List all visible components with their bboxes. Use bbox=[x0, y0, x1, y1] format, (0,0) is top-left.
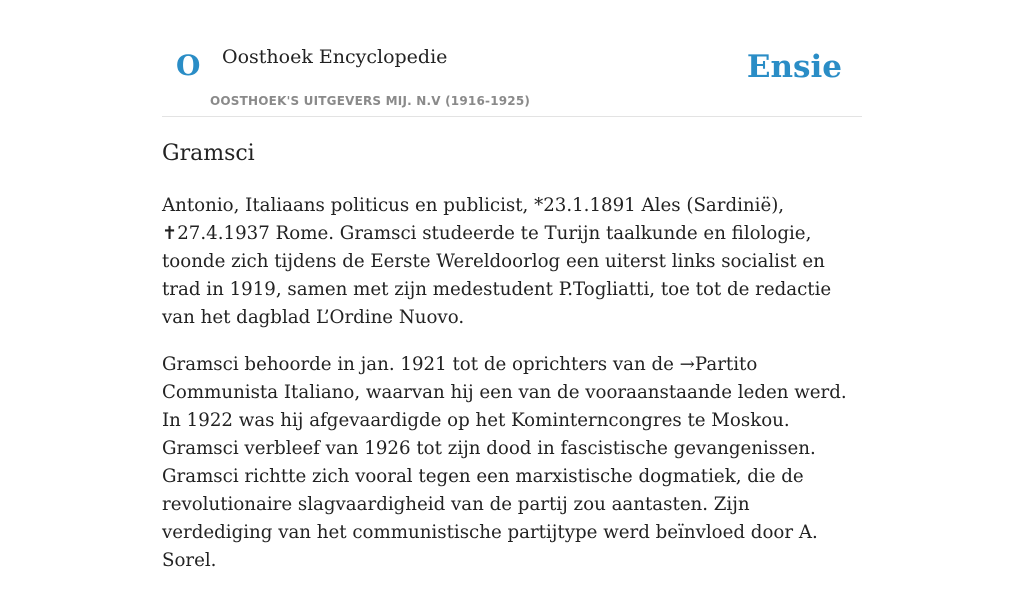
publication-logo[interactable]: O bbox=[176, 49, 201, 82]
publication-title[interactable]: Oosthoek Encyclopedie bbox=[222, 46, 448, 68]
site-logo-link[interactable]: Ensie bbox=[746, 49, 842, 85]
article-body bbox=[162, 192, 862, 594]
publisher-label: OOSTHOEK'S UITGEVERS MIJ. N.V (1916-1925) bbox=[210, 94, 531, 108]
article-paragraph: Gramsci behoorde in jan. 1921 tot de oprichters van de →Partito Communista Italiano, waarvan hij een van de vooraanstaande leden werd. In 1922 was hij afgevaardigde op het Kominterncongres te Moskou. Gramsci verbleef van 1926 tot zijn dood in fascistische gevangenissen. Gramsci richtte zich vooral tegen een marxistische dogmatiek, die de revolutionaire slagvaardigheid van de partij zou aantasten. Zijn verdediging van het communistische partijtype werd beïnvloed door A. Sorel. bbox=[162, 354, 847, 571]
article-title: Gramsci bbox=[162, 141, 255, 166]
publication-header bbox=[162, 30, 862, 117]
article-paragraph: Antonio, Italiaans politicus en publicist, *23.1.1891 Ales (Sardinië), ✝27.4.1937 Rome. Gramsci studeerde te Turijn taalkunde en filologie, toonde zich tijdens de Eerste Wereldoorlog een uiterst links socialist en trad in 1919, samen met zijn medestudent P.Togliatti, toe tot de redactie van het dagblad L’Ordine Nuovo. bbox=[162, 195, 832, 328]
